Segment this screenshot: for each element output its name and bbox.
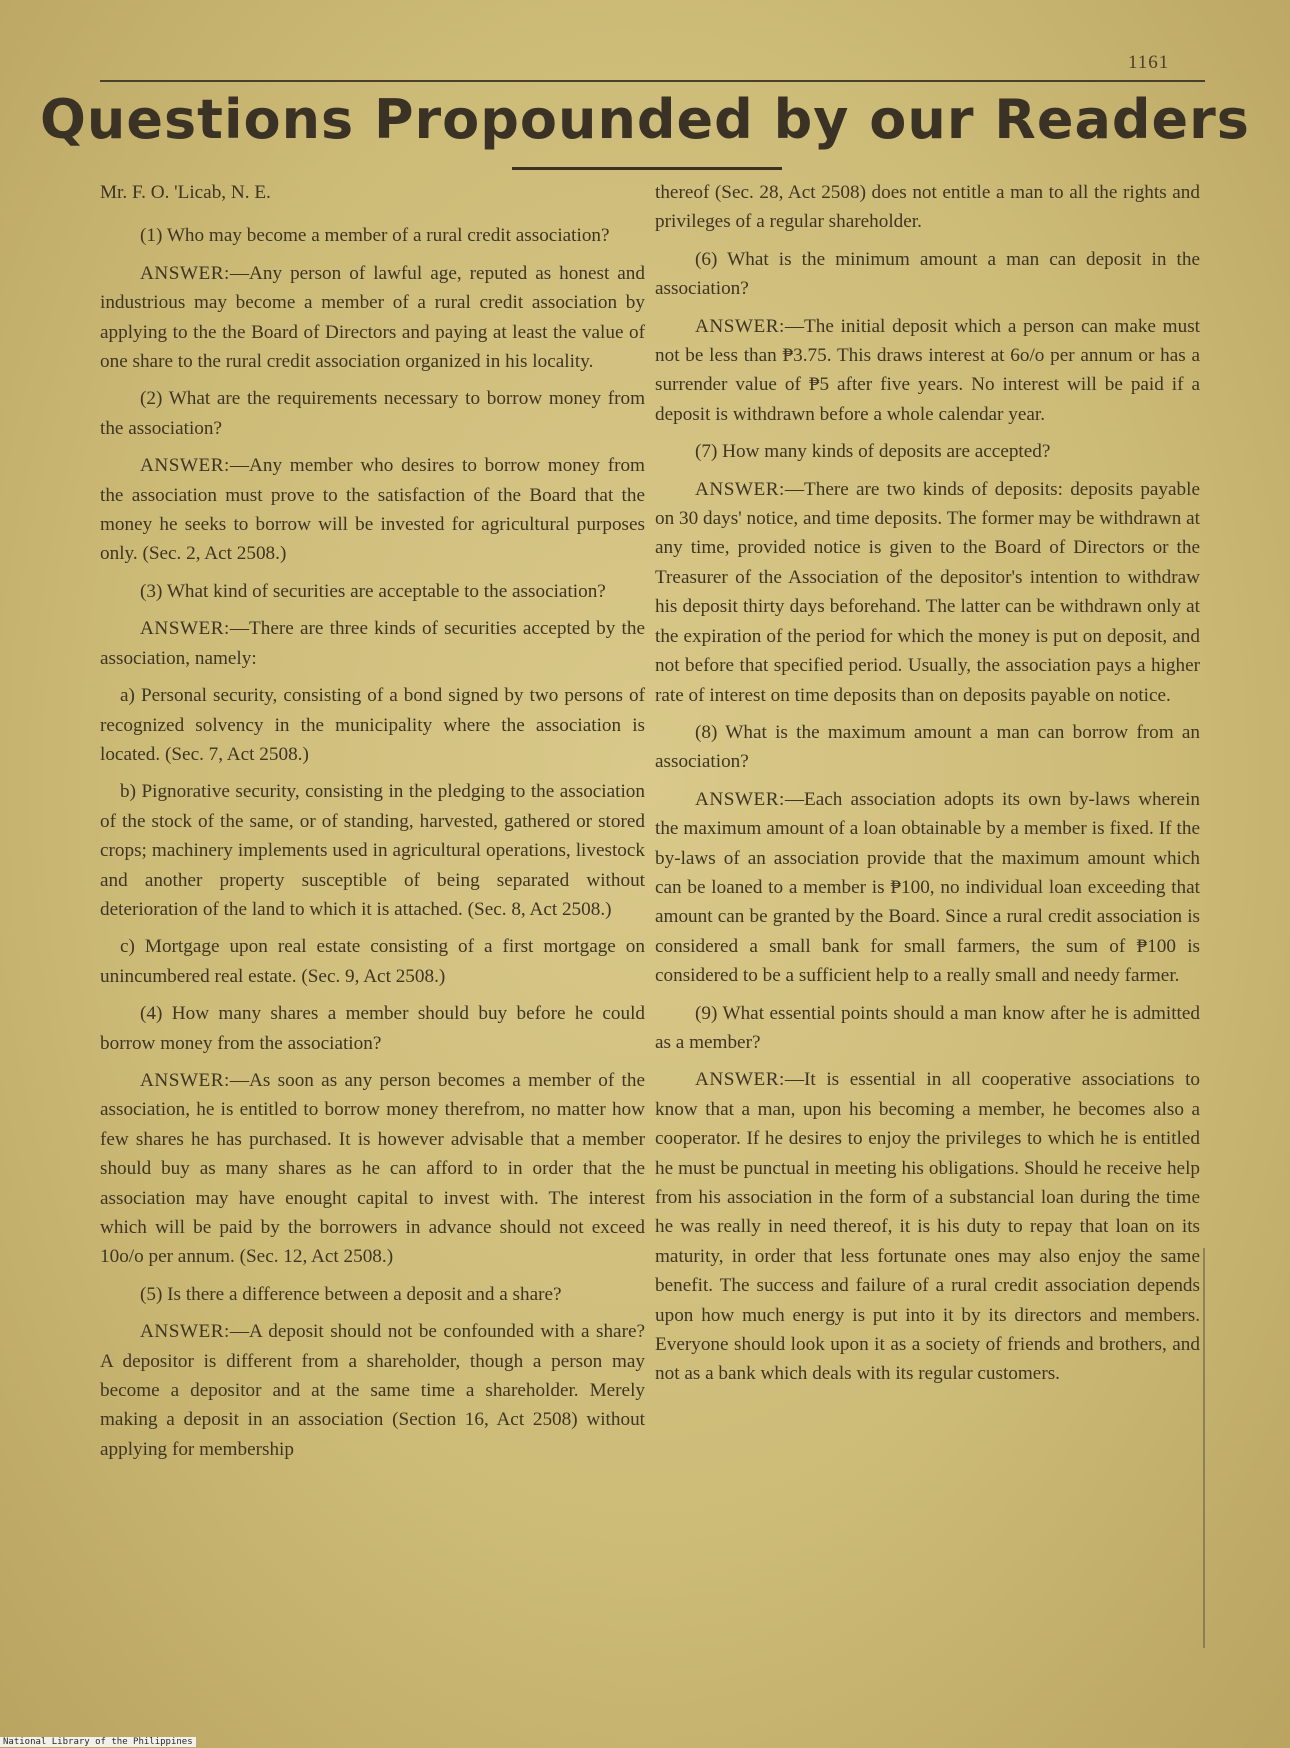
page-title: Questions Propounded by our Readers	[40, 88, 1250, 151]
security-personal: a) Personal security, consisting of a bond signed by two persons of recognized solvency in the municipality where the association is located. (Sec. 7, Act 2508.)	[100, 685, 645, 765]
answer-9: ANSWER:—It is essential in all cooperative associations to know that a man, upon his becoming a member, he becomes also a cooperator. If he desires to enjoy the privileges to which he is entitled he must be punctual in meeting his obligations. Should he receive help from his association in the form of a substancial loan during the time he was really in need thereof, it is his duty to repay that loan on its maturity, in order that less fortunate ones may also enjoy the same benefit. The success and failure of a rural credit association depends upon how much energy is put into it by its directors and members. Everyone should look upon it as a society of friends and brothers, and not as a bank which deals with its regular customers.	[655, 1069, 1200, 1385]
question-9: (9) What essential points should a man know after he is admitted as a member?	[655, 1002, 1200, 1053]
page-number: 1161	[1128, 52, 1170, 73]
answer-5-continued: thereof (Sec. 28, Act 2508) does not entitle a man to all the rights and privileges of a regular shareholder.	[655, 182, 1200, 233]
title-underline	[512, 167, 782, 170]
answer-label: ANSWER:	[140, 1321, 230, 1343]
answer-label: ANSWER:	[695, 315, 785, 337]
answer-7: ANSWER:—There are two kinds of deposits: deposits payable on 30 days' notice, and time deposits. The former may be withdrawn at any time, provided notice is given to the Board of Directors or the Treasurer of the Association of the depositor's intention to withdraw his deposit thirty days beforehand. The latter can be withdrawn only at the expiration of the period for which the money is put on deposit, and not before that specified period. Usually, the association pays a higher rate of interest on time deposits than on deposits payable on notice.	[655, 478, 1200, 706]
answer-2: ANSWER:—Any member who desires to borrow money from the association must prove to the satisfaction of the Board that the money he seeks to borrow will be invested for agricultural purposes only. (Sec. 2, Act 2508.)	[100, 455, 645, 565]
answer-label: ANSWER:	[695, 1069, 785, 1091]
margin-mark	[1203, 1248, 1205, 1648]
left-column	[100, 178, 645, 1472]
answer-5: ANSWER:—A deposit should not be confounded with a share? A depositor is different from a shareholder, though a person may become a depositor and at the same time a shareholder. Merely making a deposit in an association (Section 16, Act 2508) without applying for membership	[100, 1321, 645, 1460]
question-4: (4) How many shares a member should buy before he could borrow money from the association?	[100, 1003, 645, 1054]
security-mortgage: c) Mortgage upon real estate consisting of a first mortgage on unincumbered real estate. (Sec. 9, Act 2508.)	[100, 936, 645, 987]
answer-label: ANSWER:	[140, 618, 230, 640]
answer-label: ANSWER:	[695, 478, 785, 500]
answer-1: ANSWER:—Any person of lawful age, reputed as honest and industrious may become a member of a rural credit association by applying to the the Board of Directors and paying at least the value of one share to the rural credit association organized in his locality.	[100, 262, 645, 373]
question-5: (5) Is there a difference between a deposit and a share?	[140, 1283, 562, 1305]
question-2: (2) What are the requirements necessary to borrow money from the association?	[100, 388, 645, 439]
answer-label: ANSWER:	[140, 1069, 230, 1091]
addressee: Mr. F. O. 'Licab, N. E.	[100, 182, 271, 203]
answer-3: ANSWER:—There are three kinds of securities accepted by the association, namely:	[100, 618, 645, 669]
answer-label: ANSWER:	[140, 262, 230, 284]
question-1: (1) Who may become a member of a rural credit association?	[140, 225, 610, 247]
library-footer: National Library of the Philippines	[0, 1737, 196, 1747]
answer-8: ANSWER:—Each association adopts its own by-laws wherein the maximum amount of a loan obtainable by a member is fixed. If the by-laws of an association provide that the maximum amount which can be loaned to a member is ₱100, no individual loan exceeding that amount can be granted by the Board. Since a rural credit association is considered a small bank for small farmers, the sum of ₱100 is considered to be a sufficient help to a really small and needy farmer.	[655, 788, 1200, 987]
answer-6: ANSWER:—The initial deposit which a person can make must not be less than ₱3.75. This draws interest at 6o/o per annum or has a surrender value of ₱5 after five years. No interest will be paid if a deposit is withdrawn before a whole calendar year.	[655, 315, 1200, 425]
question-8: (8) What is the maximum amount a man can borrow from an association?	[655, 721, 1200, 773]
security-pignorative: b) Pignorative security, consisting in the pledging to the association of the stock of the same, or of standing, harvested, gathered or stored crops; machinery implements used in agricultural operations, livestock and another property susceptible of being separated without deterioration of the land to which it is attached. (Sec. 8, Act 2508.)	[100, 781, 645, 920]
answer-label: ANSWER:	[140, 455, 230, 477]
answer-4: ANSWER:—As soon as any person becomes a member of the association, he is entitled to borrow money therefrom, no matter how few shares he has purchased. It is however advisable that a member should buy as many shares as he can afford to in order that the association may have enought capital to invest with. The interest which will be paid by the borrowers in advance should not exceed 10o/o per annum. (Sec. 12, Act 2508.)	[100, 1069, 645, 1268]
question-3: (3) What kind of securities are acceptable to the association?	[140, 580, 606, 602]
answer-label: ANSWER:	[695, 788, 785, 810]
top-rule	[100, 80, 1205, 82]
question-6: (6) What is the minimum amount a man can deposit in the association?	[655, 248, 1200, 300]
right-column	[655, 178, 1200, 1397]
question-7: (7) How many kinds of deposits are accepted?	[695, 441, 1051, 463]
